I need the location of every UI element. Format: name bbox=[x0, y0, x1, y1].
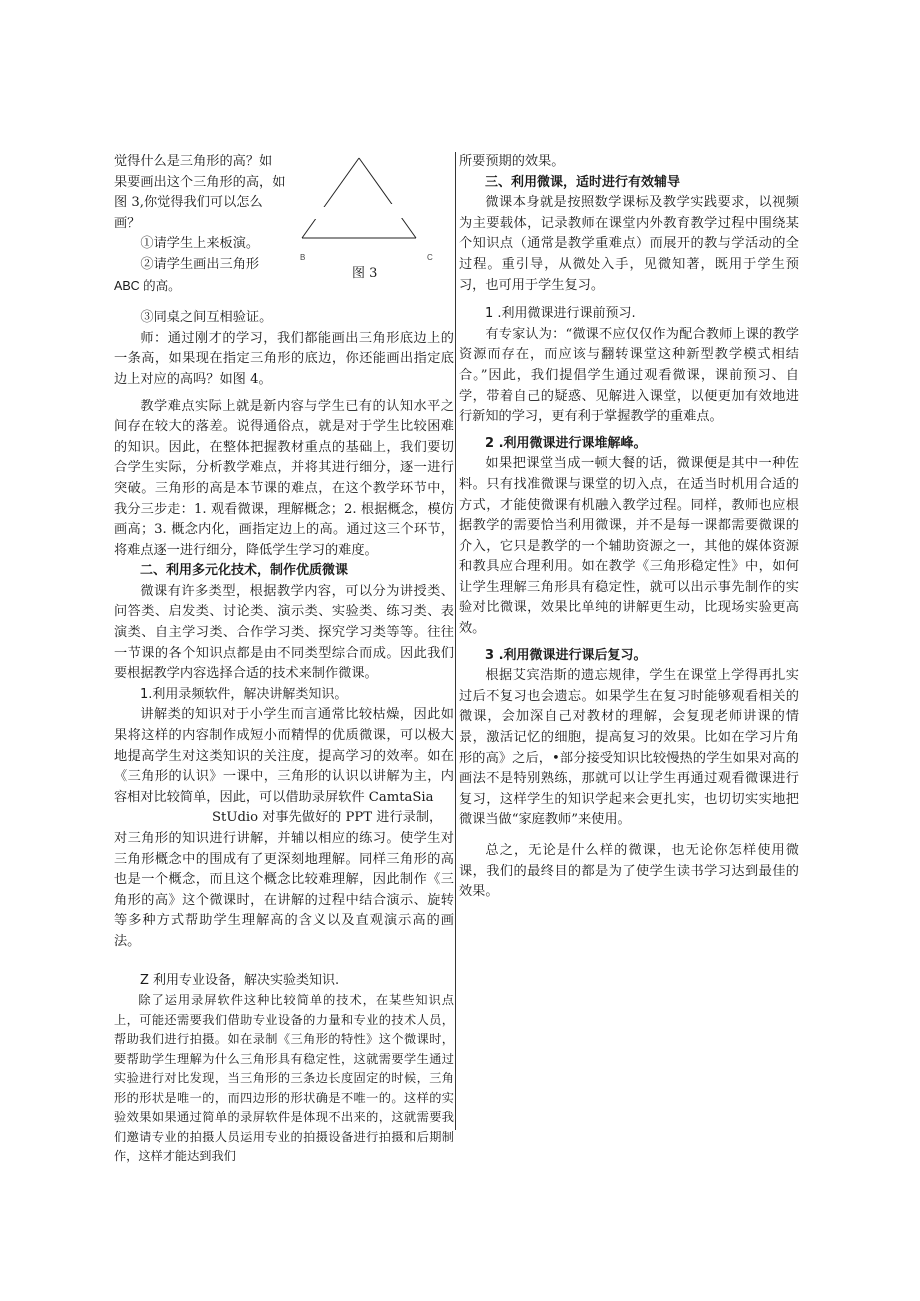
subheading-review: 3 .利用微课进行课后复习。 bbox=[485, 647, 647, 663]
subheading-2: Z 利用专业设备，解决实验类知识. bbox=[140, 972, 340, 988]
figure-step-tail: ABC 的高。 bbox=[114, 278, 181, 293]
right-column bbox=[459, 152, 799, 903]
section-heading-2: 二、利用多元化技术，制作优质微课 bbox=[140, 563, 349, 579]
figure-text-line: 果要画出这个三角形的高，如 bbox=[114, 174, 286, 190]
figure-text-line: 觉得什么是三角形的高？如 bbox=[114, 154, 273, 169]
figure-text-line: 画？ bbox=[114, 215, 141, 231]
step-3: ③同桌之间互相验证。 bbox=[140, 310, 273, 326]
figure-text-line: 图 3,你觉得我们可以怎么 bbox=[114, 195, 263, 211]
lecture-paragraph: 讲解类的知识对于小学生而言通常比较枯燥，因此如果将这样的内容制作成短小而精悍的优质微课，可以极大地提高学生对这类知识的关注度，提高学习的效率。如在《三角形的认识》一课中，三角形的认识以讲解为主，内容相对比较简单，因此，可以借助录屏软件 CamtaSia bbox=[114, 707, 454, 805]
column-divider bbox=[455, 152, 456, 1130]
figure-step: ②请学生画出三角形 bbox=[140, 256, 260, 272]
teacher-paragraph: 师：通过刚才的学习，我们都能画出三角形底边上的一条高，如果现在指定三角形的底边，你还能画出指定底边上对应的高吗？如图 4。 bbox=[114, 330, 454, 387]
figure-caption: 图 3 bbox=[352, 266, 378, 281]
preview-paragraph: 有专家认为：“微课不应仅仅作为配合教师上课的教学资源而存在，而应该与翻转课堂这种新型教学模式相结合。”因此，我们提倡学生通过观看微课，课前预习、自学，带着自己的疑惑、见解进入课堂，以便更加有效地进行新知的学习，更有利于掌握教学的重难点。 bbox=[459, 326, 799, 425]
vertex-c-label: C bbox=[427, 253, 433, 262]
triangle-figure bbox=[294, 152, 454, 262]
conclusion-paragraph: 总之，无论是什么样的微课，也无论你怎样使用微课，我们的最终目的都是为了使学生读书学习达到最佳的效果。 bbox=[459, 843, 799, 900]
left-column bbox=[114, 152, 454, 1167]
subheading-1: 1.利用录频软件，解决讲解类知识。 bbox=[140, 686, 348, 702]
lecture-paragraph-line: StUdio 对事先做好的 PPT 进行录制， bbox=[212, 810, 443, 826]
figure-3-block bbox=[114, 152, 454, 296]
subheading-preview: 1 .利用微课进行课前预习. bbox=[485, 306, 636, 322]
subheading-class: 2 .利用微课进行课堆解峰。 bbox=[485, 435, 647, 451]
class-paragraph: 如果把课堂当成一顿大餐的话，微课便是其中一种佐料。只有找准微课与课堂的切入点，在适当时机用合适的方式，才能使微课有机融入教学过程。同样，教师也应根据教学的需要恰当利用微课，并不是每一课都需要微课的介入，它只是教学的一个辅助资源之一，其他的媒体资源和教具应合理利用。如在教学《三角形稳定性》中，如何让学生理解三角形具有稳定性，就可以出示事先制作的实验对比微课，效果比单纯的讲解更生动，比现场实验更高效。 bbox=[459, 456, 799, 637]
equipment-paragraph: 除了运用录屏软件这种比较简单的技术，在某些知识点上，可能还需要我们借助专业设备的力量和专业的技术人员，帮助我们进行拍摄。如在录制《三角形的特性》这个微课时，要帮助学生理解为什么三角形具有稳定性，这就需要学生通过实验进行对比发现，当三角形的三条边长度固定的时候，三角形的形状是唯一的，而四边形的形状确是不唯一的。这样的实验效果如果通过简单的录屏软件是体现不出来的，这就需要我们邀请专业的拍摄人员运用专业的拍摄设备进行拍摄和后期制作，这样才能达到我们 bbox=[114, 993, 454, 1164]
difficulty-paragraph: 教学难点实际上就是新内容与学生已有的认知水平之间存在较大的落差。说得通俗点，就是对于学生比较困难的知识。因此，在整体把握教材重点的基础上，我们要切合学生实际，分析教学难点，并将其进行细分，逐一进行突破。三角形的高是本节课的难点，在这个教学环节中，我分三步走：1. 观看微课，理解概念；2. 根据概念，模仿画高；3. 概念内化，画指定边上的高。通过这三个环节，将难点逐一进行细分，降低学生学习的难度。 bbox=[114, 398, 454, 558]
intro-paragraph: 微课本身就是按照数学课标及教学实践要求，以视频为主要载体，记录教师在课堂内外教育教学过程中围绕某个知识点（通常是教学重难点）而展开的教与学活动的全过程。重引导，从微处入手，见微知著，既用于学生预习，也可用于学生复习。 bbox=[459, 195, 799, 293]
figure-step: ①请学生上来板演。 bbox=[140, 236, 260, 252]
continuation-line: 所要预期的效果。 bbox=[459, 154, 565, 169]
types-paragraph: 微课有许多类型，根据教学内容，可以分为讲授类、问答类、启发类、讨论类、演示类、实验类、练习类、表演类、自主学习类、合作学习类、探究学习类等等。往往一节课的各个知识点都是由不同类型综合而成。因此我们要根据教学内容选择合适的技术来制作微课。 bbox=[114, 583, 454, 682]
section-heading-3: 三、利用微课，适时进行有效辅导 bbox=[485, 174, 681, 190]
lecture-paragraph-cont: 对三角形的知识进行讲解，并辅以相应的练习。使学生对三角形概念中的围成有了更深刻地理解。同样三角形的高也是一个概念，而且这个概念比较难理解，因此制作《三角形的高》这个微课时，在讲解的过程中结合演示、旋转等多种方式帮助学生理解高的含义以及直观演示高的画法。 bbox=[114, 831, 454, 949]
vertex-b-label: B bbox=[300, 253, 306, 262]
review-paragraph: 根据艾宾浩斯的遗忘规律，学生在课堂上学得再扎实过后不复习也会遗忘。如果学生在复习时能够观看相关的微课，会加深自己对教材的理解，会复现老师讲课的情景，激活记忆的细胞，提高复习的效果。比如在学习片角形的高》之后，•部分接受知识比较慢热的学生如果对高的画法不是特别熟练，那就可以让学生再通过观看微课进行复习，这样学生的知识学起来会更扎实，也切切实实地把微课当做“家庭教师”来使用。 bbox=[459, 668, 799, 828]
